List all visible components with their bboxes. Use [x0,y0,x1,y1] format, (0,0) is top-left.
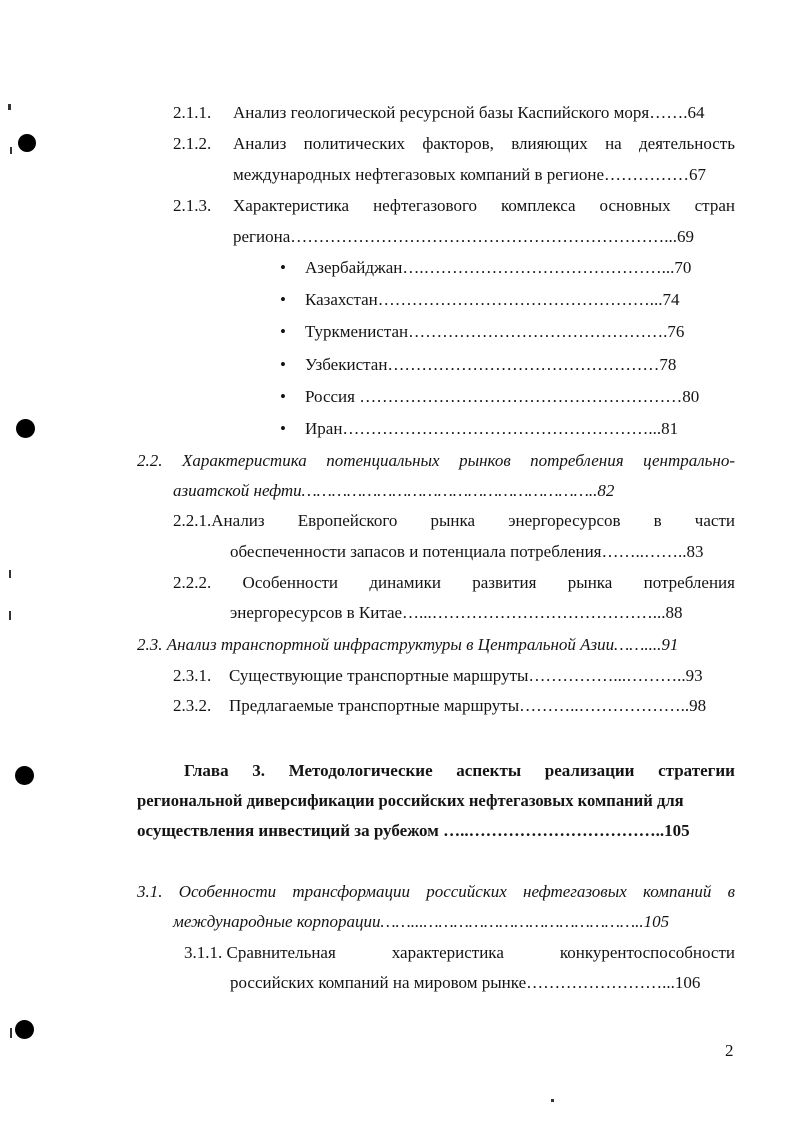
scan-speck [551,1099,554,1102]
country-item-uzbekistan: • Узбекистан…………………………………………78 [280,355,677,374]
country-item-turkmenistan: • Туркменистан……………………………………….76 [280,322,685,341]
bullet-icon: • [280,290,286,309]
toc-entry-2-2-2-line1: 2.2.2. Особенности динамики развития рынка потребления [173,573,735,592]
binder-hole [15,766,34,785]
toc-entry-2-3-2 [173,695,706,717]
toc-entry-2-3-1 [173,665,703,687]
scan-speck [9,611,11,620]
toc-entry-2-1-2-number: 2.1.2. [173,134,212,153]
toc-entry-2-2-2-line2: энергоресурсов в Китае…...…………………………………...88 [230,603,683,622]
scan-speck [9,570,11,578]
country-item-azerbaijan: • Азербайджан….……………………………………...70 [280,258,692,277]
bullet-icon: • [280,322,286,341]
toc-section-2-3: 2.3. Анализ транспортной инфраструктуры в Центральной Азии……....91 [137,635,679,654]
toc-chapter-3-line1: Глава 3. Методологические аспекты реализации стратегии [184,761,735,780]
toc-chapter-3-line2: региональной диверсификации российских нефтегазовых компаний для [137,791,684,810]
scan-speck [10,147,12,154]
toc-entry-2-1-2-line2: международных нефтегазовых компаний в регионе……………67 [233,165,706,184]
country-item-kazakhstan: • Казахстан…………………………………………...74 [280,290,680,309]
entry-text: Анализ геологической ресурсной базы Каспийского моря…….64 [233,103,705,122]
bullet-icon: • [280,387,286,406]
country-item-russia: • Россия …………………………………………………80 [280,387,700,406]
country-item-iran: • Иран………………………………………………...81 [280,419,679,438]
scan-speck [8,104,11,110]
entry-text: Существующие транспортные маршруты……………...………..93 [229,666,703,685]
bullet-icon: • [280,355,286,374]
entry-text: Предлагаемые транспортные маршруты………..………………..98 [229,696,707,715]
binder-hole [18,134,36,152]
scan-speck [10,1028,12,1038]
toc-entry-2-2-1-line2: обеспеченности запасов и потенциала потребления……..……..83 [230,542,704,561]
binder-hole [16,419,35,438]
toc-section-2-2-line2: азиатской нефти…………………………………………………..82 [173,481,615,500]
entry-number: 2.3.1. [173,666,212,685]
toc-section-2-2-line1: 2.2. Характеристика потенциальных рынков потребления центрально- [137,451,735,470]
toc-section-3-1-line1: 3.1. Особенности трансформации российских нефтегазовых компаний в [137,882,735,901]
toc-entry-2-1-3-line2: региона…………………………………………………………...69 [233,227,695,246]
toc-entry-2-1-3-number: 2.1.3. [173,196,212,215]
toc-entry-2-2-1-line1: 2.2.1.Анализ Европейского рынка энергоресурсов в части [173,511,735,530]
toc-entry-3-1-1-line1: 3.1.1. Сравнительная характеристика конкурентоспособности [184,943,735,962]
toc-entry-2-1-3-line1: Характеристика нефтегазового комплекса основных стран [233,196,735,215]
entry-number: 2.3.2. [173,696,212,715]
bullet-icon: • [280,419,286,438]
page-number: 2 [725,1041,734,1060]
toc-entry-2-1-1 [173,102,704,124]
toc-entry-2-1-2-line1: Анализ политических факторов, влияющих на деятельность [233,134,735,153]
entry-number: 2.1.1. [173,103,212,122]
toc-chapter-3-line3: осуществления инвестиций за рубежом …..……………………………..105 [137,821,690,840]
binder-hole [15,1020,34,1039]
toc-entry-3-1-1-line2: российских компаний на мировом рынке……………………...106 [230,973,701,992]
toc-section-3-1-line2: международные корпорации……...……………………………………..105 [173,912,670,931]
bullet-icon: • [280,258,286,277]
